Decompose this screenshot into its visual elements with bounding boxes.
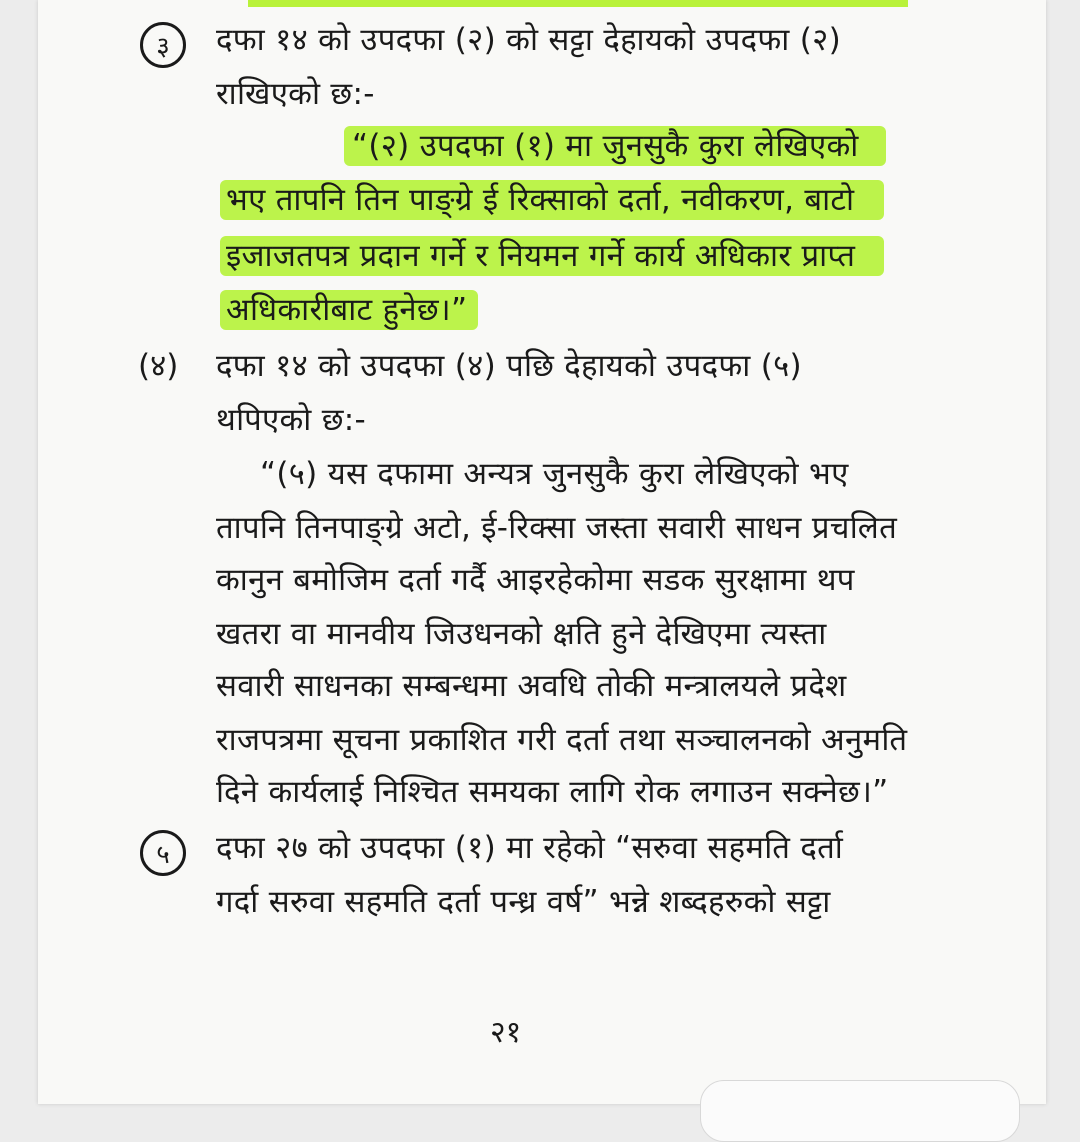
quote-3-line-3: इजाजतपत्र प्रदान गर्ने र नियमन गर्ने कार्य अधिकार प्राप्त: [226, 238, 856, 274]
quote-4-line-5: सवारी साधनका सम्बन्धमा अवधि तोकी मन्त्रालयले प्रदेश: [216, 668, 847, 704]
comment-input-box[interactable]: [700, 1080, 1020, 1142]
document-page: [38, 0, 1046, 1104]
page-number: २१: [490, 1015, 522, 1050]
quote-4-line-3: कानुन बमोजिम दर्ता गर्दै आइरहेकोमा सडक सुरक्षामा थप: [216, 562, 855, 598]
quote-4-line-2: तापनि तिनपाङ्ग्रे अटो, ई-रिक्सा जस्ता सवारी साधन प्रचलित: [216, 510, 898, 546]
quote-4-line-6: राजपत्रमा सूचना प्रकाशित गरी दर्ता तथा सञ्चालनको अनुमति: [216, 722, 908, 758]
clause-3-line-1: दफा १४ को उपदफा (२) को सट्टा देहायको उपदफा (२): [216, 22, 841, 58]
clause-5-line-2: गर्दा सरुवा सहमति दर्ता पन्ध्र वर्ष” भन्ने शब्दहरुको सट्टा: [216, 884, 831, 920]
clause-5-line-1: दफा २७ को उपदफा (१) मा रहेको “सरुवा सहमति दर्ता: [216, 830, 844, 866]
quote-4-line-4: खतरा वा मानवीय जिउधनको क्षति हुने देखिएमा त्यस्ता: [216, 616, 827, 652]
quote-3-line-1: “(२) उपदफा (१) मा जुनसुकै कुरा लेखिएको: [352, 128, 859, 164]
clause-4-line-1: दफा १४ को उपदफा (४) पछि देहायको उपदफा (५): [216, 348, 802, 384]
quote-4-line-7: दिने कार्यलाई निश्चित समयका लागि रोक लगाउन सक्नेछ।”: [216, 774, 889, 810]
clause-4-line-2: थपिएको छ:-: [216, 402, 367, 438]
quote-3-line-4: अधिकारीबाट हुनेछ।”: [226, 292, 468, 328]
highlight-mark-top: [248, 0, 908, 7]
clause-5-number-circled: ५: [140, 830, 186, 876]
clause-3-line-2: राखिएको छ:-: [216, 76, 375, 112]
clause-3-number-circled: ३: [140, 22, 186, 68]
clause-4-number: (४): [138, 348, 179, 384]
quote-3-line-2: भए तापनि तिन पाङ्ग्रे ई रिक्साको दर्ता, नवीकरण, बाटो: [226, 182, 855, 218]
quote-4-line-1: “(५) यस दफामा अन्यत्र जुनसुकै कुरा लेखिएको भए: [260, 456, 849, 492]
